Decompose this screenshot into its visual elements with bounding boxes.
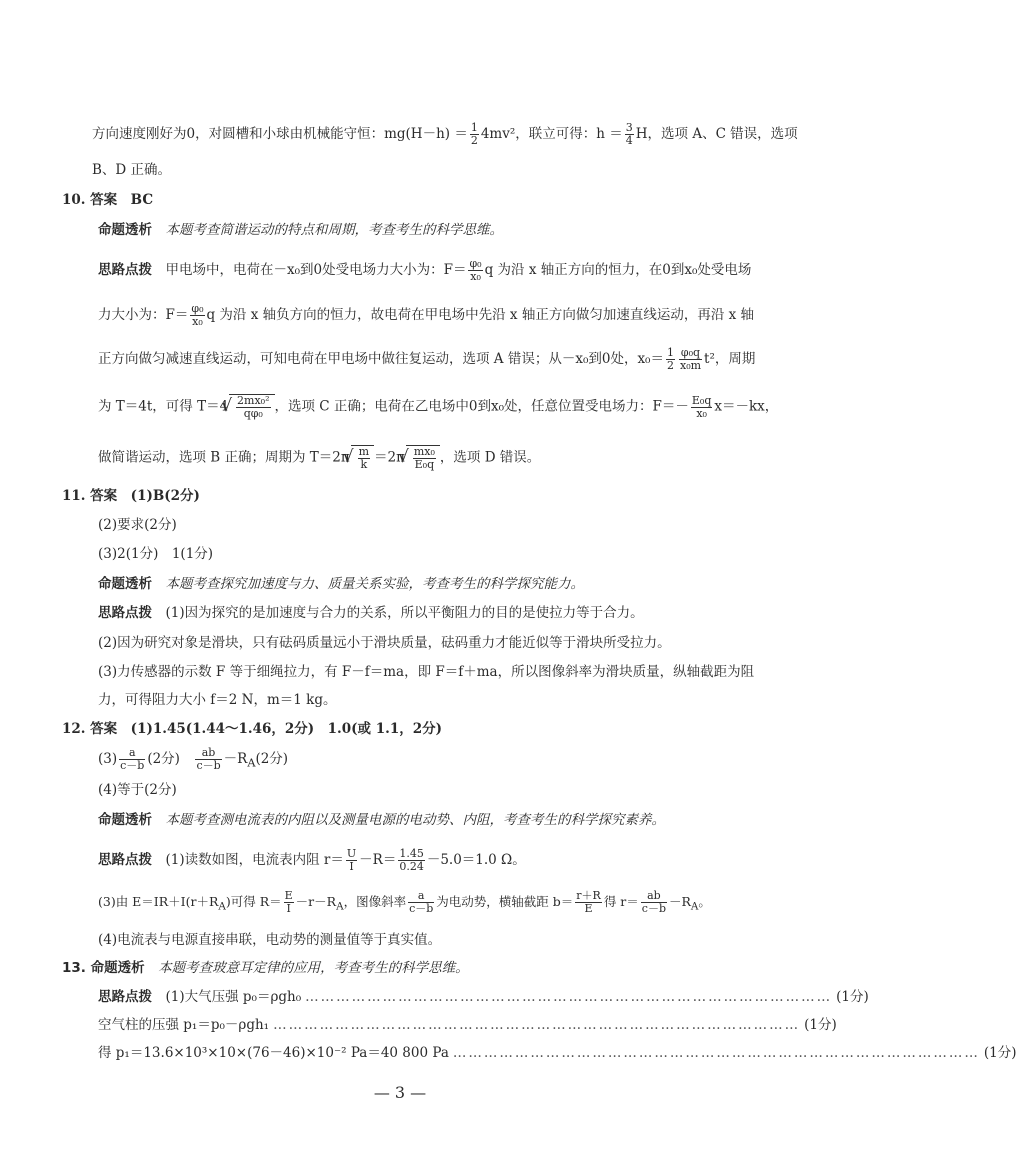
label: 思路点拨 [98, 989, 152, 1005]
fraction [119, 747, 145, 772]
fraction [641, 890, 667, 915]
sub: A [690, 900, 699, 913]
text: (1)读数如图，电流表内阻 r＝ [165, 852, 344, 868]
fraction [236, 395, 270, 420]
line-2: B、D 正确。 [92, 162, 172, 178]
q11-mingti [98, 574, 584, 594]
page-number: — 3 — [373, 1083, 427, 1102]
num: a [119, 747, 145, 760]
fraction [413, 446, 436, 471]
q10-silu-2 [98, 303, 754, 328]
den: x₀ [470, 270, 481, 283]
text: x＝－kx， [714, 398, 779, 415]
text: ，选项 D 错误。 [439, 449, 541, 466]
fraction [666, 347, 675, 372]
text: (2分) [147, 751, 180, 767]
line-1 [92, 122, 798, 147]
text: ＝2π [374, 449, 406, 466]
num: U [346, 847, 357, 860]
q11-answer-2: (2)要求(2分) [98, 517, 177, 533]
q13-row-3 [98, 1043, 1017, 1063]
text: q 为沿 x 轴负方向的恒力，故电荷在甲电场中先沿 x 轴正方向做匀加速直线运动，再沿 x 轴 [206, 307, 755, 323]
num: ab [195, 747, 221, 760]
label: 命题透析 [98, 812, 152, 828]
num: φ₀ [469, 257, 482, 270]
label: 思路点拨 [98, 605, 152, 621]
text: H，选项 A、C 错误，选项 [635, 126, 798, 142]
den: x₀ [696, 406, 707, 420]
num: √ m [358, 445, 370, 458]
num: 1 [470, 121, 478, 134]
sub: A [247, 756, 256, 770]
fraction [408, 890, 434, 915]
den: 4 [625, 134, 633, 147]
score: (1分) [836, 989, 869, 1005]
den: E₀q [414, 458, 435, 471]
text: t²，周期 [704, 351, 756, 367]
q11-silu-3: (3)力传感器的示数 F 等于细绳拉力，有 F－f＝ma，即 F＝f＋ma，所以图像斜率为滑块质量，纵轴截距为阻 [98, 664, 755, 680]
text: ，选项 C 正确；电荷在乙电场中0到x₀处，任意位置受电场力：F＝－ [274, 398, 689, 415]
den: k [360, 458, 368, 471]
leader-dots: ………………………………………………………………………………………… [452, 1045, 980, 1061]
text: (3)由 E＝IR＋I(r＋R [98, 894, 219, 909]
num: φ₀q [680, 346, 701, 359]
q11-answer: 11. 答案 (1)B(2分) [62, 488, 200, 504]
sqrt [351, 445, 374, 471]
sub: A [218, 900, 226, 913]
text: 为 T＝4t，可得 T＝4 [98, 398, 229, 415]
q10-silu-4 [98, 394, 778, 420]
fraction [398, 848, 425, 873]
score: (1分) [983, 1045, 1017, 1061]
fraction [679, 347, 702, 372]
q10-silu-3 [98, 347, 755, 372]
text: －R＝ [359, 852, 397, 868]
num: r＋R [576, 889, 601, 902]
den: c－b [196, 759, 221, 772]
q12-mingti [98, 810, 665, 830]
den: 2 [666, 359, 674, 372]
fraction [470, 122, 479, 147]
label: 思路点拨 [98, 262, 152, 278]
den: E [584, 902, 593, 915]
q12-answer: 12. 答案 (1)1.45(1.44～1.46，2分) 1.0(或 1.1，2分) [62, 721, 443, 737]
fraction [190, 303, 204, 328]
text: －R [668, 894, 691, 909]
sqrt [229, 394, 274, 420]
text: 得 r＝ [603, 894, 639, 909]
text: 方向速度刚好为0，对圆槽和小球由机械能守恒：mg(H－h) ＝ [92, 126, 468, 142]
leader-dots: ………………………………………………………………………………………… [273, 1017, 801, 1033]
leader-dots: ………………………………………………………………………………………… [305, 989, 833, 1005]
fraction [575, 890, 602, 915]
den: c－b [409, 902, 434, 915]
sqrt [406, 445, 440, 471]
den: x₀m [679, 359, 702, 372]
q11-silu-1 [98, 603, 644, 623]
text: 本题考查测电流表的内阻以及测量电源的电动势、内阻，考查考生的科学探究素养。 [165, 812, 665, 828]
fraction [358, 446, 370, 471]
q10-silu-5 [98, 445, 540, 471]
q11-answer-3: (3)2(1分) 1(1分) [98, 546, 214, 562]
q12-answer-3 [98, 747, 288, 774]
q12-silu-3 [98, 890, 711, 917]
text: 得 p₁＝13.6×10³×10×(76－46)×10⁻² Pa＝40 800 Pa [98, 1045, 449, 1061]
text: 。 [698, 894, 711, 909]
den: c－b [120, 759, 145, 772]
q12-answer-4: (4)等于(2分) [98, 782, 177, 798]
num: √ 2mx₀² [237, 394, 270, 407]
q10-answer: 10. 答案 BC [62, 192, 154, 208]
fraction [195, 747, 221, 772]
sub: A [336, 900, 344, 913]
den: x₀ [192, 315, 203, 328]
text: 空气柱的压强 p₁＝p₀－ρgh₁ [98, 1017, 270, 1033]
fraction [468, 258, 482, 283]
num: 1.45 [399, 847, 424, 860]
text: 力大小为：F＝ [98, 307, 189, 323]
label: 思路点拨 [98, 852, 152, 868]
num: ab [641, 890, 667, 903]
text: ，图像斜率 [343, 894, 407, 909]
text: －5.0＝1.0 Ω。 [426, 852, 526, 868]
q12-silu-4: (4)电流表与电源直接串联，电动势的测量值等于真实值。 [98, 932, 442, 948]
num: a [408, 890, 434, 903]
text: (3) [98, 751, 118, 767]
score: (1分) [804, 1017, 837, 1033]
text: 本题考查探究加速度与力、质量关系实验，考查考生的科学探究能力。 [165, 576, 584, 592]
q13-mingti [62, 958, 469, 978]
text: )可得 R＝ [225, 894, 282, 909]
text: 本题考查玻意耳定律的应用，考查考生的科学思维。 [158, 960, 469, 976]
den: I [349, 860, 354, 873]
den: c－b [641, 902, 666, 915]
fraction [691, 395, 712, 420]
q10-mingti [98, 220, 503, 240]
fraction [284, 890, 294, 915]
text: 为电动势，横轴截距 b＝ [436, 894, 574, 909]
q10-silu-1 [98, 258, 751, 283]
label: 13. 命题透析 [62, 960, 145, 976]
den: 0.24 [399, 860, 424, 873]
text: －R [223, 751, 248, 767]
den: I [286, 902, 291, 915]
den: 2 [470, 134, 478, 147]
q11-silu-2: (2)因为研究对象是滑块，只有砝码质量远小于滑块质量，砝码重力才能近似等于滑块所受拉力。 [98, 635, 671, 651]
text: 做简谐运动，选项 B 正确；周期为 T＝2π [98, 449, 350, 466]
text: (2分) [255, 751, 289, 767]
label: 命题透析 [98, 222, 152, 238]
text [98, 987, 301, 1007]
text: 甲电场中，电荷在－x₀到0处受电场力大小为：F＝ [165, 262, 467, 278]
label: 命题透析 [98, 576, 152, 592]
num: E [284, 889, 293, 902]
q13-row-1 [98, 987, 869, 1007]
fraction [625, 122, 634, 147]
text: (1)大气压强 p₀＝ρgh₀ [165, 989, 302, 1005]
fraction [346, 848, 357, 873]
text: q 为沿 x 轴正方向的恒力，在0到x₀处受电场 [484, 262, 752, 278]
num: E₀q [691, 393, 712, 407]
den: qφ₀ [243, 407, 263, 420]
q11-silu-4: 力，可得阻力大小 f＝2 N，m＝1 kg。 [98, 692, 337, 708]
q13-row-2 [98, 1015, 837, 1035]
text: 4mv²，联立可得：h ＝ [480, 126, 623, 142]
num: φ₀ [191, 302, 204, 315]
text: －r－R [295, 894, 337, 909]
num: 3 [625, 121, 633, 134]
text: 正方向做匀减速直线运动，可知电荷在甲电场中做往复运动，选项 A 错误；从－x₀到0处，x₀＝ [98, 351, 664, 367]
num: 1 [666, 346, 674, 359]
q12-silu-1 [98, 848, 526, 873]
num: √ mx₀ [413, 445, 435, 458]
text: 本题考查简谐运动的特点和周期，考查考生的科学思维。 [165, 222, 503, 238]
text: (1)因为探究的是加速度与合力的关系，所以平衡阻力的目的是使拉力等于合力。 [165, 605, 644, 621]
